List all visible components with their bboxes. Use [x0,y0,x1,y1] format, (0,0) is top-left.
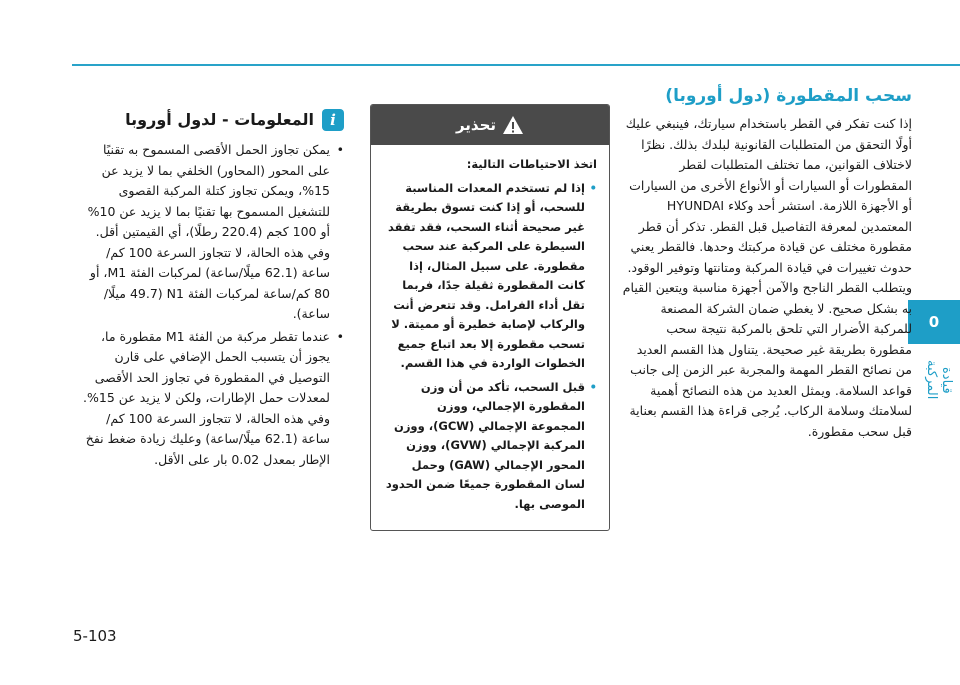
warning-intro: اتخذ الاحتياطات التالية: [466,157,597,171]
section-body: إذا كنت تفكر في القطر باستخدام سيارتك، فينبغي عليك أولًا التحقق من المتطلبات القانونية لبلدك بذلك. نظرًا لاختلاف القوانين، مما تختلف المتطلبات لقطر المقطورات أو السيارات أو الأنواع الأخرى من السيارات أو الأجهزة اللازمة. استشر أحد وكلاء HYUNDAI المعتمدين لمعرفة التفاصيل قبل القطر. تذكر أن قطر مقطورة مختلف عن قيادة مركبتك وحدها. فالقطر يعني حدوث تغييرات في قيادة المركبة ومتانتها وتوفير الوقود. ويتطلب القطر الناجح والآمن أجهزة مناسبة ويتعين القيام به بشكل صحيح. لا يغطي ضمان الشركة المصنعة للمركبة الأضرار التي تلحق بالمركبة نتيجة سحب مقطورة بطريقة غير صحيحة. يتناول هذا القسم العديد من نصائح القطر المهمة والمجربة عبر الزمن إلى جانب قواعد السلامة. ويمثل العديد من هذه النصائح أهمية لسلامتك وسلامة الركاب. يُرجى قراءة هذا القسم بعناية قبل سحب مقطورة. [622,116,912,439]
towing-section [620,84,912,442]
info-section [78,108,344,472]
info-list [78,140,344,470]
section-title: سحب المقطورة (دول أوروبا) [665,86,912,106]
info-title: المعلومات - لدول أوروبا [125,110,314,129]
info-icon: i [322,109,344,131]
warning-triangle-icon [502,115,524,135]
info-header [78,108,344,132]
warning-item: • إذا لم تستخدم المعدات المناسبة للسحب، أو إذا كنت تسوق بطريقة غير صحيحة أثناء السحب، فقد تفقد السيطرة على المركبة عند سحب مقطورة. على سبيل المثال، إذا كانت المقطورة ثقيلة جدًا، فربما تقل أداء الفرامل. وقد تتعرض أنت والركاب لإصابة خطيرة أو مميتة. لا تسحب مقطورة إلا بعد اتباع جميع الخطوات الواردة في هذا القسم. [383,179,597,374]
chapter-number: 0 [928,313,940,331]
warning-header [371,105,609,145]
info-item: • يمكن تجاوز الحمل الأقصى المسموح به تقنيًا على المحور (المحاور) الخلفي بما لا يزيد عن 15%، ويمكن تجاوز كتلة المركبة القصوى للتشغيل المسموح بها تقنيًا بما لا يزيد عن 10% أو 100 كجم (220.4 رطلًا)، أي القيمتين أقل. وفي هذه الحالة، لا تتجاوز السرعة 100 كم/ساعة (62.1 ميلًا/ساعة) لمركبات الفئة M1، أو 80 كم/ساعة لمركبات الفئة N1 (49.7 ميلًا/ساعة). [78,140,344,325]
warning-box [370,104,610,531]
warning-item: • قبل السحب، تأكد من أن وزن المقطورة الإجمالي، ووزن المجموعة الإجمالي (GCW)، ووزن المركبة الإجمالي (GVW)، ووزن المحور الإجمالي (GAW) وحمل لسان المقطورة جميعًا ضمن الحدود الموصى بها. [383,378,597,515]
warning-list [383,179,597,515]
warning-box-container [370,104,610,531]
header-rule [72,64,960,66]
warning-body [371,145,609,530]
chapter-label: قيادة المركبة [924,360,954,400]
warning-title: تحذير [455,116,497,134]
info-item: • عندما تقطر مركبة من الفئة M1 مقطورة ما، يجوز أن يتسبب الحمل الإضافي على قارن التوصيل في المقطورة في تجاوز الحد الأقصى لمعدلات حمل الإطارات، ولكن لا يزيد عن 15%. وفي هذه الحالة، لا تتجاوز السرعة 100 كم/ساعة (62.1 ميلًا/ساعة) وعليك زيادة ضغط نفخ الإطار بمعدل 0.02 بار على الأقل. [78,327,344,471]
page-number: 5-103 [73,627,117,645]
